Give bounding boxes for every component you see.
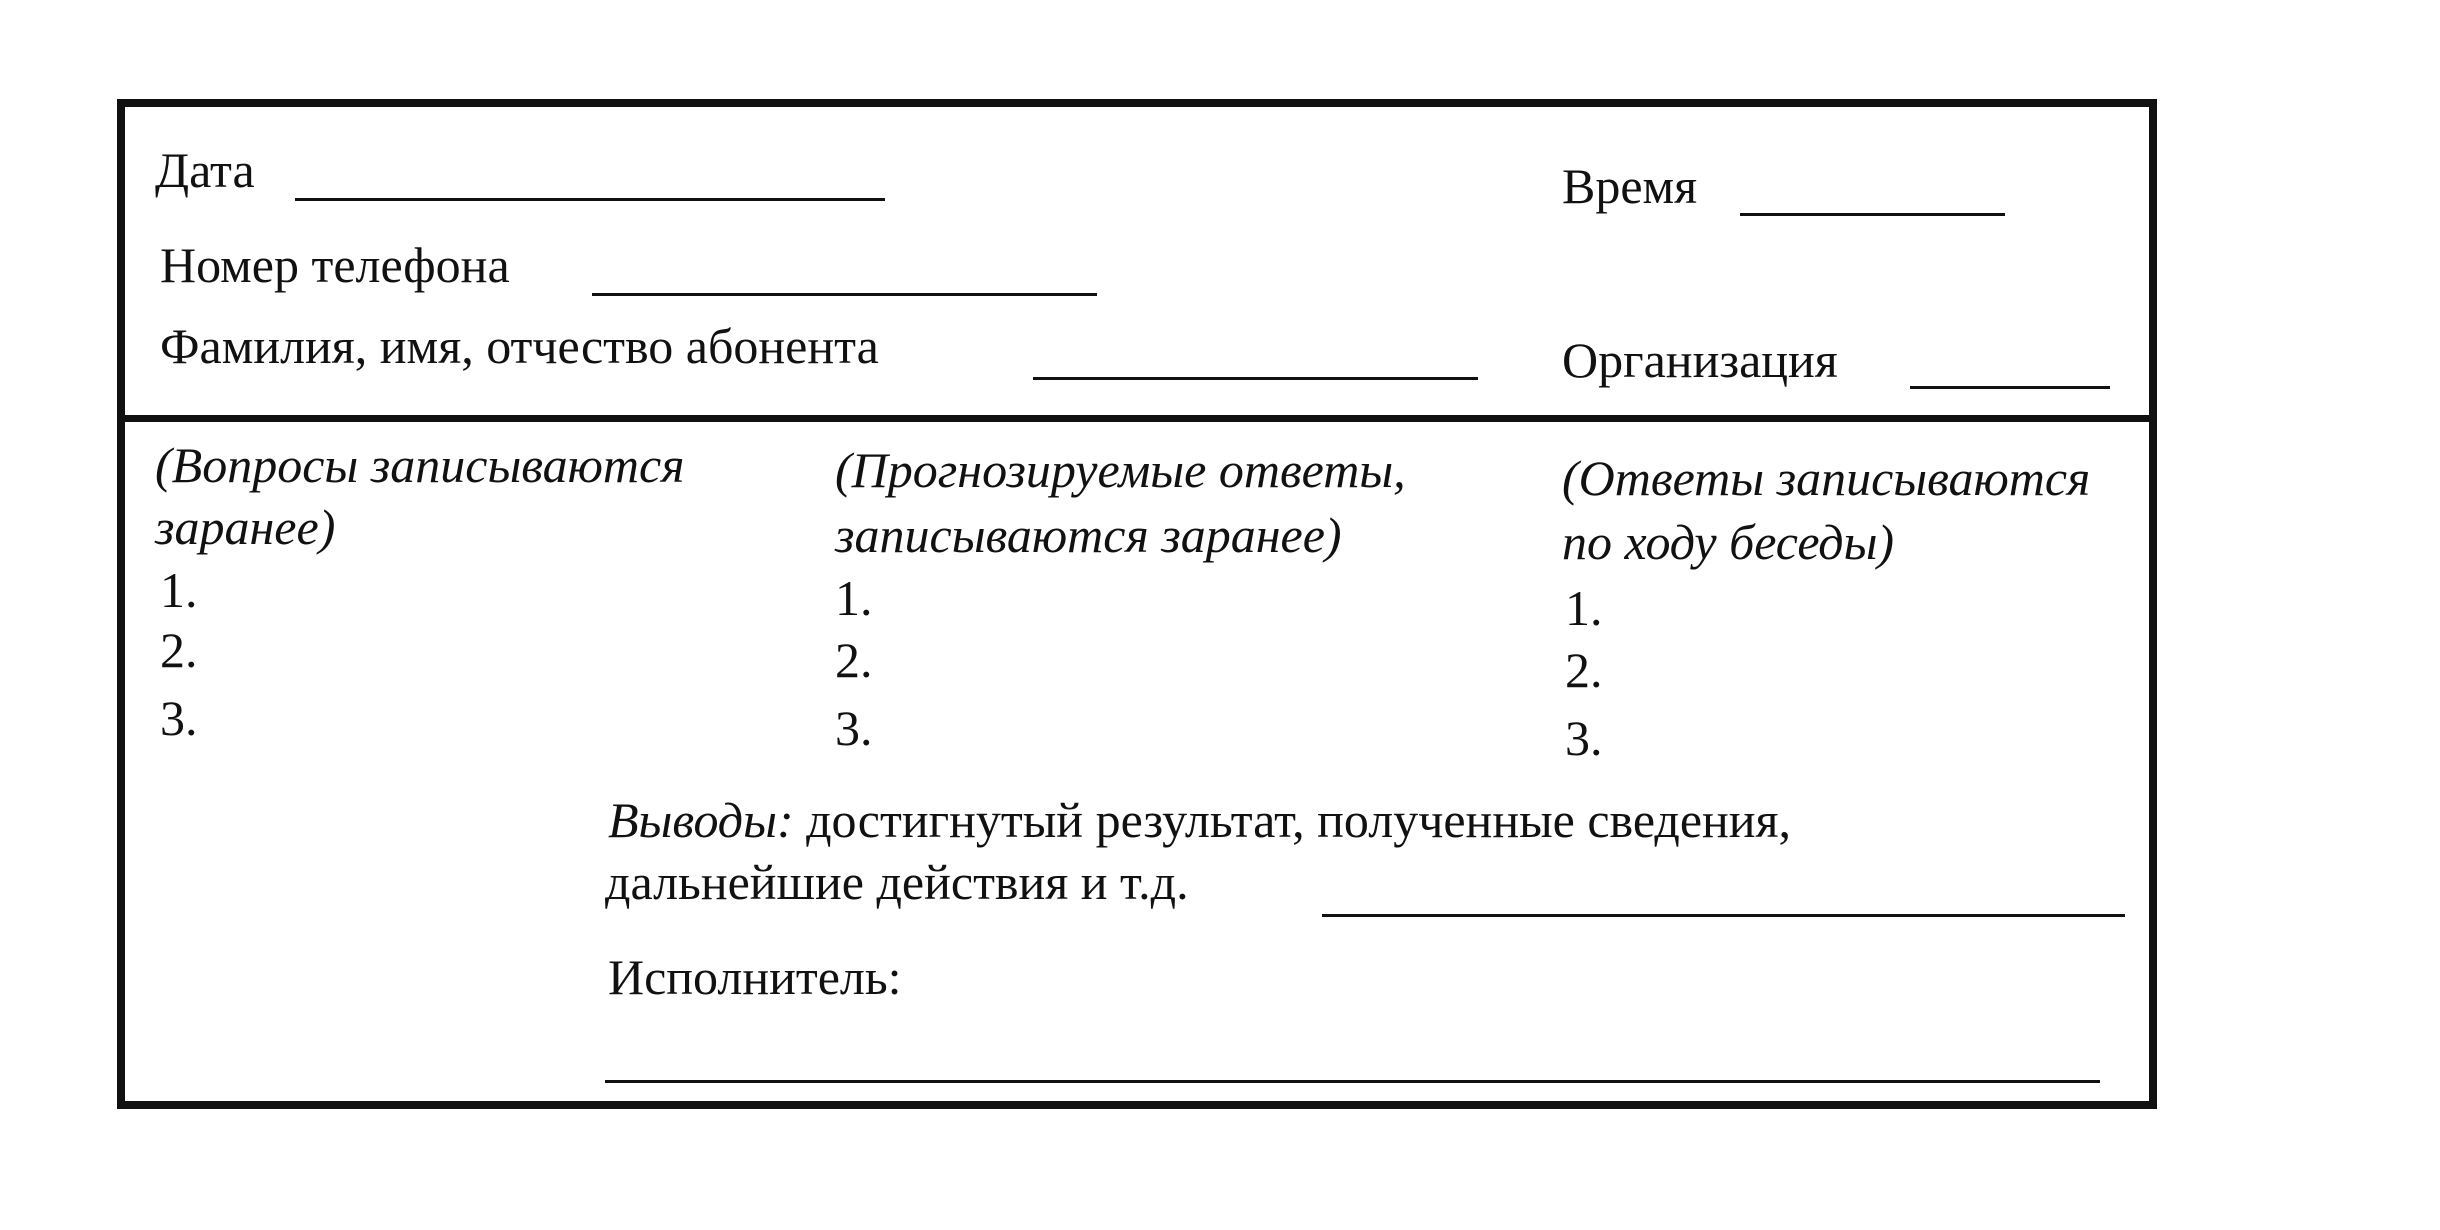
time-field[interactable]	[1740, 213, 2005, 216]
conclusions-label: Выводы:	[608, 792, 794, 848]
subscriber-field[interactable]	[1033, 377, 1478, 380]
expected-answer-item: 1.	[835, 570, 873, 626]
expected-answers-heading: (Прогнозируемые ответы,	[835, 442, 1406, 498]
phone-label: Номер телефона	[160, 237, 510, 293]
expected-answer-item: 3.	[835, 700, 873, 756]
questions-heading: (Вопросы записываются	[155, 437, 685, 493]
organization-label: Организация	[1562, 332, 1838, 388]
executor-label: Исполнитель:	[608, 949, 902, 1005]
conclusions-line2: дальнейшие действия и т.д.	[605, 854, 1189, 910]
section-divider	[117, 415, 2157, 422]
phone-field[interactable]	[592, 293, 1097, 296]
conclusions-field[interactable]	[1322, 914, 2125, 917]
date-field[interactable]	[295, 198, 885, 201]
conclusions-text: достигнутый результат, полученные сведения,	[793, 792, 1792, 848]
actual-answer-item: 2.	[1565, 642, 1603, 698]
question-item: 1.	[160, 562, 198, 618]
actual-answers-heading-cont: по ходу беседы)	[1562, 514, 1895, 570]
expected-answers-heading-cont: записываются заранее)	[835, 507, 1342, 563]
subscriber-label: Фамилия, имя, отчество абонента	[160, 318, 879, 374]
question-item: 3.	[160, 690, 198, 746]
executor-field[interactable]	[605, 1080, 2100, 1083]
expected-answer-item: 2.	[835, 632, 873, 688]
questions-heading-cont: заранее)	[155, 499, 336, 555]
date-label: Дата	[155, 142, 255, 198]
actual-answer-item: 1.	[1565, 580, 1603, 636]
question-item: 2.	[160, 622, 198, 678]
actual-answer-item: 3.	[1565, 710, 1603, 766]
time-label: Время	[1562, 158, 1698, 214]
actual-answers-heading: (Ответы записываются	[1562, 450, 2091, 506]
conclusions-line1	[608, 790, 1791, 850]
organization-field[interactable]	[1910, 386, 2110, 389]
